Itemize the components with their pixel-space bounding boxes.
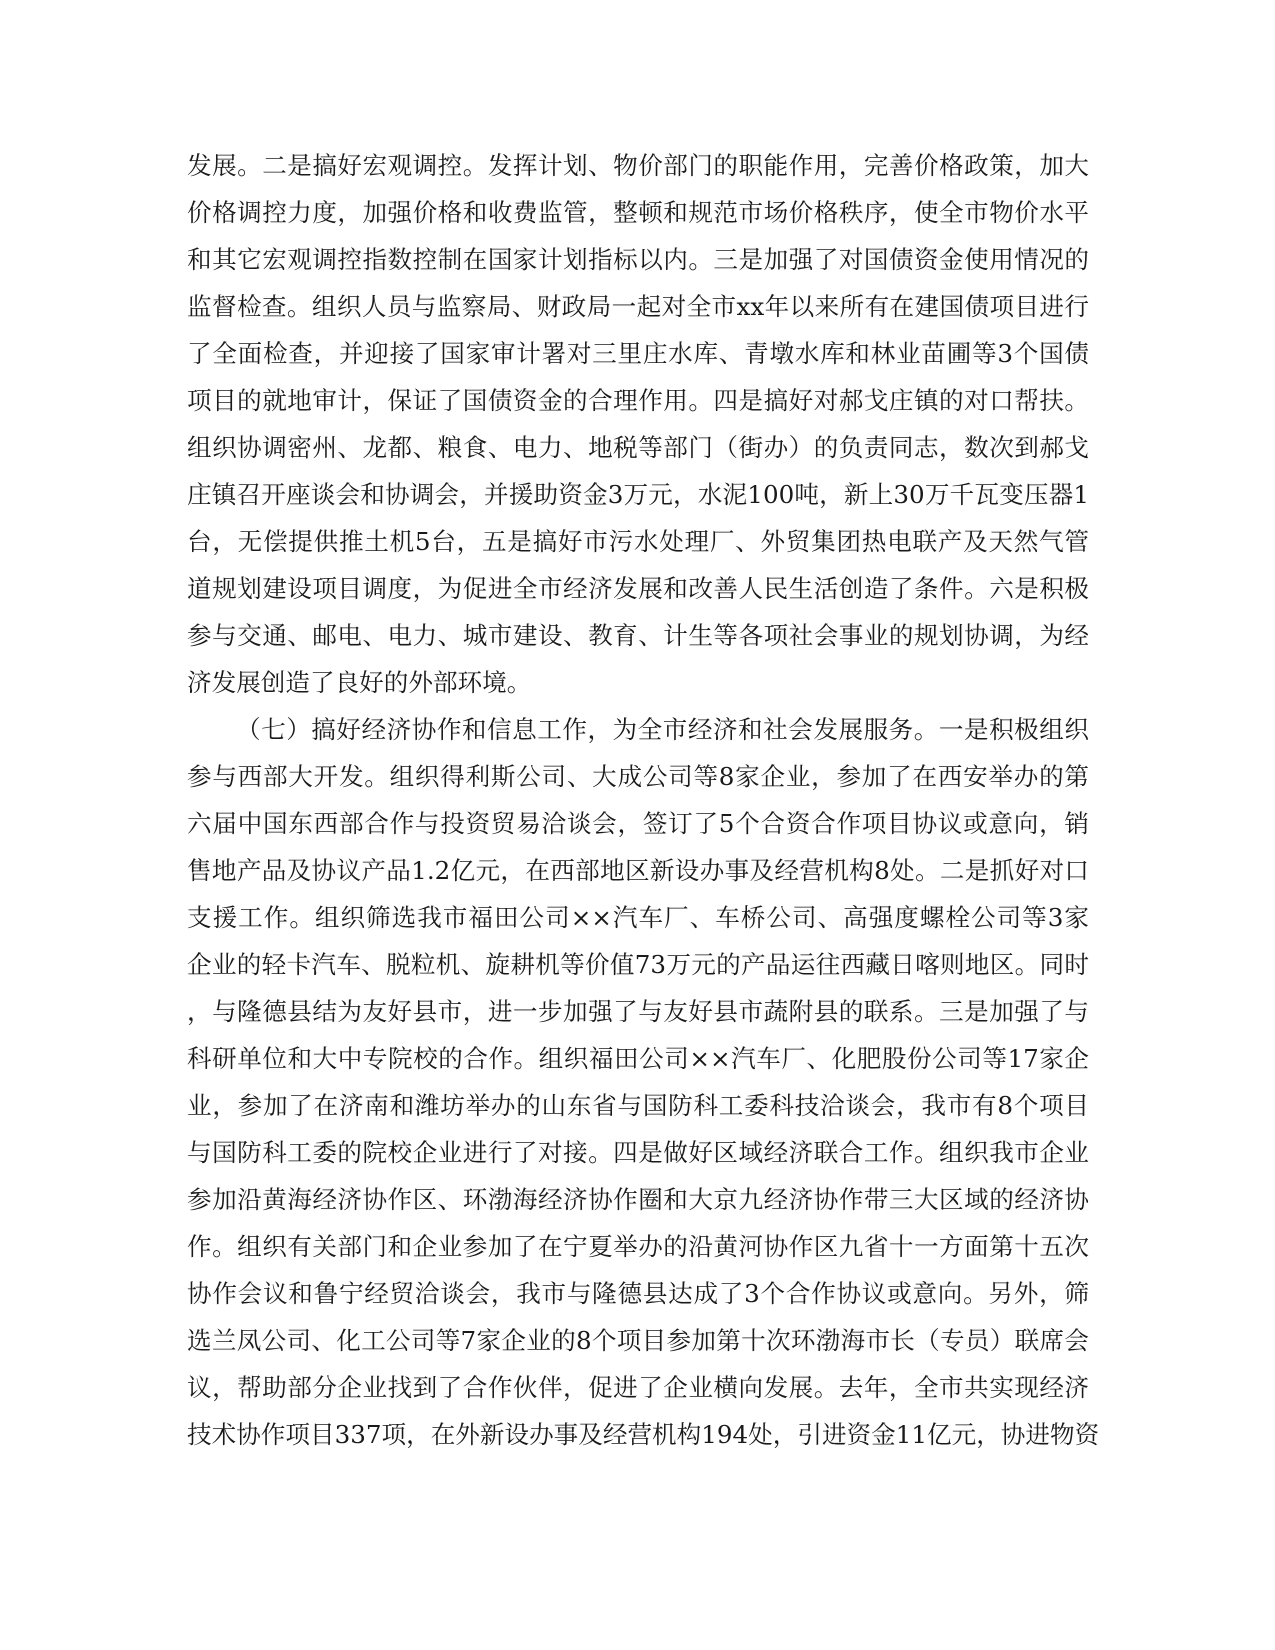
- text-line: 科研单位和大中专院校的合作。组织福田公司××汽车厂、化肥股份公司等17家企: [187, 1044, 1089, 1073]
- text-line: 了全面检查，并迎接了国家审计署对三里庄水库、青墩水库和林业苗圃等3个国债: [187, 339, 1089, 368]
- text-line: 参与西部大开发。组织得利斯公司、大成公司等8家企业，参加了在西安举办的第: [187, 762, 1089, 791]
- paragraph-2: [187, 706, 1100, 1458]
- text-line: 议，帮助部分企业找到了合作伙伴，促进了企业横向发展。去年，全市共实现经济: [187, 1373, 1089, 1402]
- text-line: 六届中国东西部合作与投资贸易洽谈会，签订了5个合资合作项目协议或意向，销: [187, 809, 1089, 838]
- text-line: 庄镇召开座谈会和协调会，并援助资金3万元，水泥100吨，新上30万千瓦变压器1: [187, 480, 1089, 509]
- text-line: 项目的就地审计，保证了国债资金的合理作用。四是搞好对郝戈庄镇的对口帮扶。: [187, 386, 1089, 415]
- text-line: ，与隆德县结为友好县市，进一步加强了与友好县市蔬附县的联系。三是加强了与: [187, 997, 1089, 1026]
- text-line: 作。组织有关部门和企业参加了在宁夏举办的沿黄河协作区九省十一方面第十五次: [187, 1232, 1089, 1261]
- text-line: 参加沿黄海经济协作区、环渤海经济协作圈和大京九经济协作带三大区域的经济协: [187, 1185, 1089, 1214]
- text-line: 技术协作项目337项，在外新设办事及经营机构194处，引进资金11亿元，协进物资: [187, 1420, 1100, 1449]
- text-line: 价格调控力度，加强价格和收费监管，整顿和规范市场价格秩序，使全市物价水平: [187, 198, 1089, 227]
- paragraph-1: [187, 142, 1089, 706]
- text-line: 协作会议和鲁宁经贸洽谈会，我市与隆德县达成了3个合作协议或意向。另外，筛: [187, 1279, 1089, 1308]
- text-line: 发展。二是搞好宏观调控。发挥计划、物价部门的职能作用，完善价格政策，加大: [187, 151, 1089, 180]
- text-line: 组织协调密州、龙都、粮食、电力、地税等部门（街办）的负责同志，数次到郝戈: [187, 433, 1089, 462]
- text-line: 参与交通、邮电、电力、城市建设、教育、计生等各项社会事业的规划协调，为经: [187, 621, 1089, 650]
- text-line: 济发展创造了良好的外部环境。: [187, 668, 532, 697]
- text-line: 与国防科工委的院校企业进行了对接。四是做好区域经济联合工作。组织我市企业: [187, 1138, 1089, 1167]
- text-line: 企业的轻卡汽车、脱粒机、旋耕机等价值73万元的产品运往西藏日喀则地区。同时: [187, 950, 1089, 979]
- text-line: 监督检查。组织人员与监察局、财政局一起对全市xx年以来所有在建国债项目进行: [187, 292, 1089, 321]
- text-line-indented: （七）搞好经济协作和信息工作，为全市经济和社会发展服务。一是积极组织: [236, 715, 1089, 744]
- text-line: 售地产品及协议产品1.2亿元，在西部地区新设办事及经营机构8处。二是抓好对口: [187, 856, 1089, 885]
- text-line: 业，参加了在济南和潍坊举办的山东省与国防科工委科技洽谈会，我市有8个项目: [187, 1091, 1089, 1120]
- text-line: 道规划建设项目调度，为促进全市经济发展和改善人民生活创造了条件。六是积极: [187, 574, 1089, 603]
- text-line: 选兰凤公司、化工公司等7家企业的8个项目参加第十次环渤海市长（专员）联席会: [187, 1326, 1089, 1355]
- text-line: 支援工作。组织筛选我市福田公司××汽车厂、车桥公司、高强度螺栓公司等3家: [187, 903, 1089, 932]
- text-line: 台，无偿提供推土机5台，五是搞好市污水处理厂、外贸集团热电联产及天然气管: [187, 527, 1089, 556]
- text-line: 和其它宏观调控指数控制在国家计划指标以内。三是加强了对国债资金使用情况的: [187, 245, 1089, 274]
